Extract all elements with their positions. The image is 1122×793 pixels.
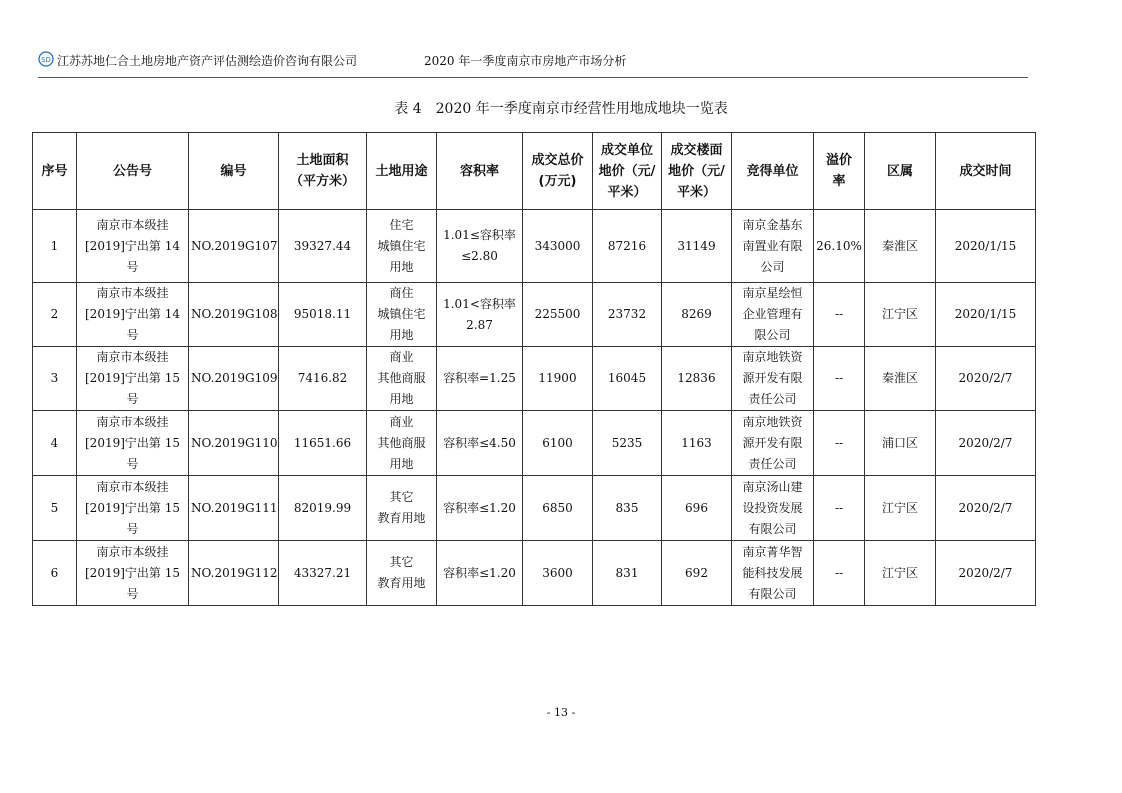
cell-seq: 3 — [33, 347, 77, 411]
cell-floor-price: 31149 — [662, 210, 732, 283]
caption-label: 表 4 — [394, 101, 422, 117]
cell-code: NO.2019G109 — [189, 347, 279, 411]
company-logo-icon — [38, 51, 54, 67]
cell-date: 2020/2/7 — [936, 541, 1036, 606]
cell-premium: 26.10% — [814, 210, 865, 283]
cell-unit-price: 16045 — [593, 347, 662, 411]
cell-use: 其它 教育用地 — [367, 541, 437, 606]
cell-area: 11651.66 — [279, 411, 367, 476]
cell-seq: 6 — [33, 541, 77, 606]
header-notice: 公告号 — [77, 133, 189, 210]
cell-winner: 南京地铁资 源开发有限 责任公司 — [732, 411, 814, 476]
cell-unit-price: 835 — [593, 476, 662, 541]
header-unit-price: 成交单位 地价（元/ 平米） — [593, 133, 662, 210]
cell-unit-price: 87216 — [593, 210, 662, 283]
header-date: 成交时间 — [936, 133, 1036, 210]
cell-notice: 南京市本级挂 [2019]宁出第 15 号 — [77, 411, 189, 476]
cell-date: 2020/2/7 — [936, 476, 1036, 541]
table-row — [33, 476, 1036, 541]
cell-area: 39327.44 — [279, 210, 367, 283]
cell-premium: -- — [814, 541, 865, 606]
cell-seq: 5 — [33, 476, 77, 541]
header-use: 土地用途 — [367, 133, 437, 210]
header-floor-price: 成交楼面 地价（元/ 平米） — [662, 133, 732, 210]
cell-code: NO.2019G107 — [189, 210, 279, 283]
header-code: 编号 — [189, 133, 279, 210]
cell-use: 住宅 城镇住宅 用地 — [367, 210, 437, 283]
table-row — [33, 283, 1036, 347]
cell-notice: 南京市本级挂 [2019]宁出第 15 号 — [77, 476, 189, 541]
cell-date: 2020/1/15 — [936, 210, 1036, 283]
header-district: 区属 — [865, 133, 936, 210]
header-divider — [38, 77, 1028, 78]
cell-use: 商住 城镇住宅 用地 — [367, 283, 437, 347]
land-parcel-table — [32, 132, 1036, 606]
header-winner: 竞得单位 — [732, 133, 814, 210]
cell-unit-price: 831 — [593, 541, 662, 606]
cell-district: 江宁区 — [865, 541, 936, 606]
cell-area: 7416.82 — [279, 347, 367, 411]
caption-text: 2020 年一季度南京市经营性用地成地块一览表 — [435, 101, 728, 117]
cell-district: 江宁区 — [865, 283, 936, 347]
cell-use: 其它 教育用地 — [367, 476, 437, 541]
page-number: - 13 - — [546, 706, 576, 719]
cell-floor-price: 1163 — [662, 411, 732, 476]
table-header-row — [33, 133, 1036, 210]
cell-far: 容积率≤4.50 — [437, 411, 523, 476]
cell-floor-price: 8269 — [662, 283, 732, 347]
cell-seq: 2 — [33, 283, 77, 347]
cell-date: 2020/1/15 — [936, 283, 1036, 347]
cell-code: NO.2019G112 — [189, 541, 279, 606]
cell-total: 11900 — [523, 347, 593, 411]
cell-far: 容积率=1.25 — [437, 347, 523, 411]
cell-winner: 南京地铁资 源开发有限 责任公司 — [732, 347, 814, 411]
cell-use: 商业 其他商服 用地 — [367, 411, 437, 476]
cell-winner: 南京星绘恒 企业管理有 限公司 — [732, 283, 814, 347]
cell-far: 1.01≤容积率 ≤2.80 — [437, 210, 523, 283]
cell-floor-price: 696 — [662, 476, 732, 541]
cell-total: 6850 — [523, 476, 593, 541]
cell-winner: 南京菁华智 能科技发展 有限公司 — [732, 541, 814, 606]
report-title: 2020 年一季度南京市房地产市场分析 — [424, 54, 627, 68]
cell-district: 秦淮区 — [865, 210, 936, 283]
cell-far: 1.01<容积率 2.87 — [437, 283, 523, 347]
table-row — [33, 541, 1036, 606]
header-far: 容积率 — [437, 133, 523, 210]
cell-far: 容积率≤1.20 — [437, 541, 523, 606]
cell-total: 6100 — [523, 411, 593, 476]
cell-winner: 南京汤山建 设投资发展 有限公司 — [732, 476, 814, 541]
cell-premium: -- — [814, 411, 865, 476]
cell-notice: 南京市本级挂 [2019]宁出第 14 号 — [77, 283, 189, 347]
cell-far: 容积率≤1.20 — [437, 476, 523, 541]
cell-seq: 1 — [33, 210, 77, 283]
cell-total: 3600 — [523, 541, 593, 606]
cell-district: 浦口区 — [865, 411, 936, 476]
cell-floor-price: 12836 — [662, 347, 732, 411]
table-row — [33, 347, 1036, 411]
page-header — [38, 50, 1030, 72]
cell-notice: 南京市本级挂 [2019]宁出第 15 号 — [77, 347, 189, 411]
cell-district: 江宁区 — [865, 476, 936, 541]
cell-use: 商业 其他商服 用地 — [367, 347, 437, 411]
cell-seq: 4 — [33, 411, 77, 476]
cell-unit-price: 23732 — [593, 283, 662, 347]
header-area: 土地面积 （平方米） — [279, 133, 367, 210]
cell-premium: -- — [814, 476, 865, 541]
cell-premium: -- — [814, 283, 865, 347]
cell-date: 2020/2/7 — [936, 347, 1036, 411]
cell-date: 2020/2/7 — [936, 411, 1036, 476]
cell-winner: 南京金基东 南置业有限 公司 — [732, 210, 814, 283]
cell-notice: 南京市本级挂 [2019]宁出第 14 号 — [77, 210, 189, 283]
cell-area: 82019.99 — [279, 476, 367, 541]
logo-mark: SD — [41, 56, 51, 64]
cell-district: 秦淮区 — [865, 347, 936, 411]
cell-code: NO.2019G111 — [189, 476, 279, 541]
cell-floor-price: 692 — [662, 541, 732, 606]
cell-notice: 南京市本级挂 [2019]宁出第 15 号 — [77, 541, 189, 606]
header-seq: 序号 — [33, 133, 77, 210]
cell-area: 43327.21 — [279, 541, 367, 606]
company-name: 江苏苏地仁合土地房地产资产评估测绘造价咨询有限公司 — [57, 54, 358, 68]
header-total: 成交总价 (万元) — [523, 133, 593, 210]
cell-total: 225500 — [523, 283, 593, 347]
table-row — [33, 411, 1036, 476]
cell-code: NO.2019G110 — [189, 411, 279, 476]
cell-area: 95018.11 — [279, 283, 367, 347]
table-row — [33, 210, 1036, 283]
cell-unit-price: 5235 — [593, 411, 662, 476]
cell-code: NO.2019G108 — [189, 283, 279, 347]
cell-premium: -- — [814, 347, 865, 411]
table-caption — [0, 98, 1122, 118]
cell-total: 343000 — [523, 210, 593, 283]
header-premium: 溢价 率 — [814, 133, 865, 210]
